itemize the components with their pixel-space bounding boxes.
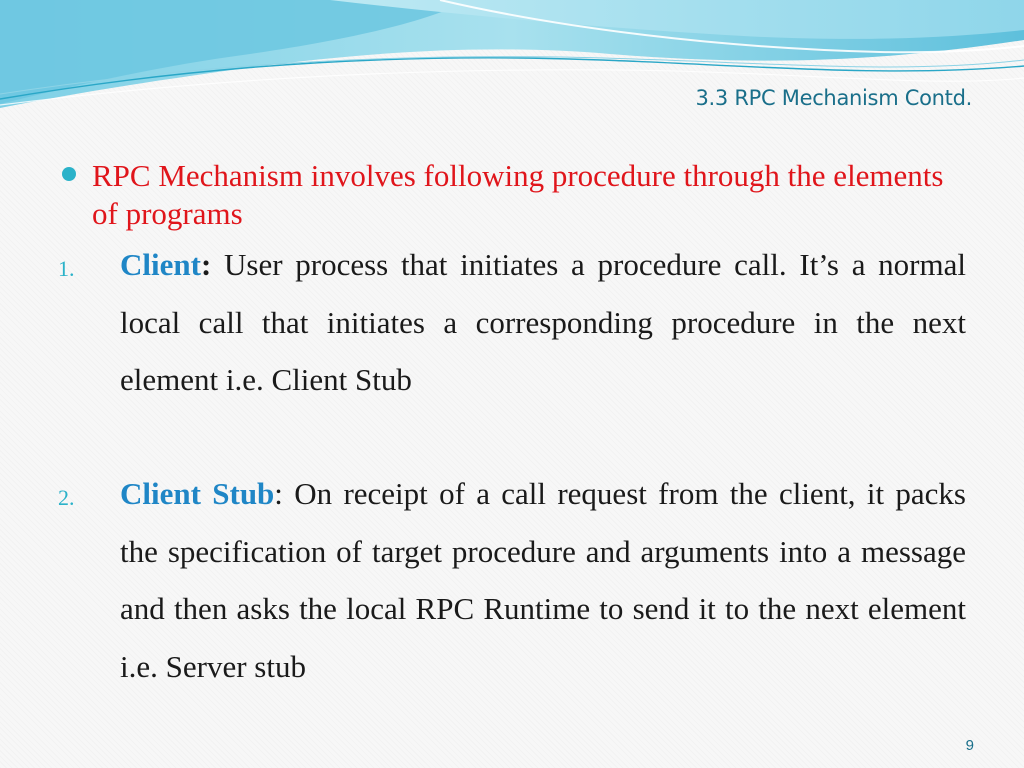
- item-term: Client: [120, 247, 201, 282]
- numbered-item-client: [58, 236, 966, 409]
- page-number: 9: [965, 737, 974, 754]
- intro-bullet-text: RPC Mechanism involves following procedure through the elements of programs: [92, 158, 944, 231]
- numbered-item-client-stub: [58, 465, 966, 695]
- bullet-dot-icon: [62, 167, 76, 181]
- item-separator: :: [274, 476, 283, 511]
- item-text: [120, 465, 966, 695]
- slide-title: 3.3 RPC Mechanism Contd.: [695, 86, 972, 110]
- intro-bullet: [62, 157, 972, 233]
- item-description: User process that initiates a procedure call. It’s a normal local call that initiates a corresponding procedure in the next element i.e. Client Stub: [120, 247, 966, 397]
- item-number: 2.: [58, 485, 75, 510]
- item-description: On receipt of a call request from the client, it packs the specification of target procedure and arguments into a message and then asks the local RPC Runtime to send it to the next element i.e. Server stub: [120, 476, 966, 684]
- item-text: [120, 236, 966, 409]
- item-term: Client Stub: [120, 476, 275, 511]
- item-number: 1.: [58, 256, 75, 281]
- item-separator: :: [200, 247, 212, 282]
